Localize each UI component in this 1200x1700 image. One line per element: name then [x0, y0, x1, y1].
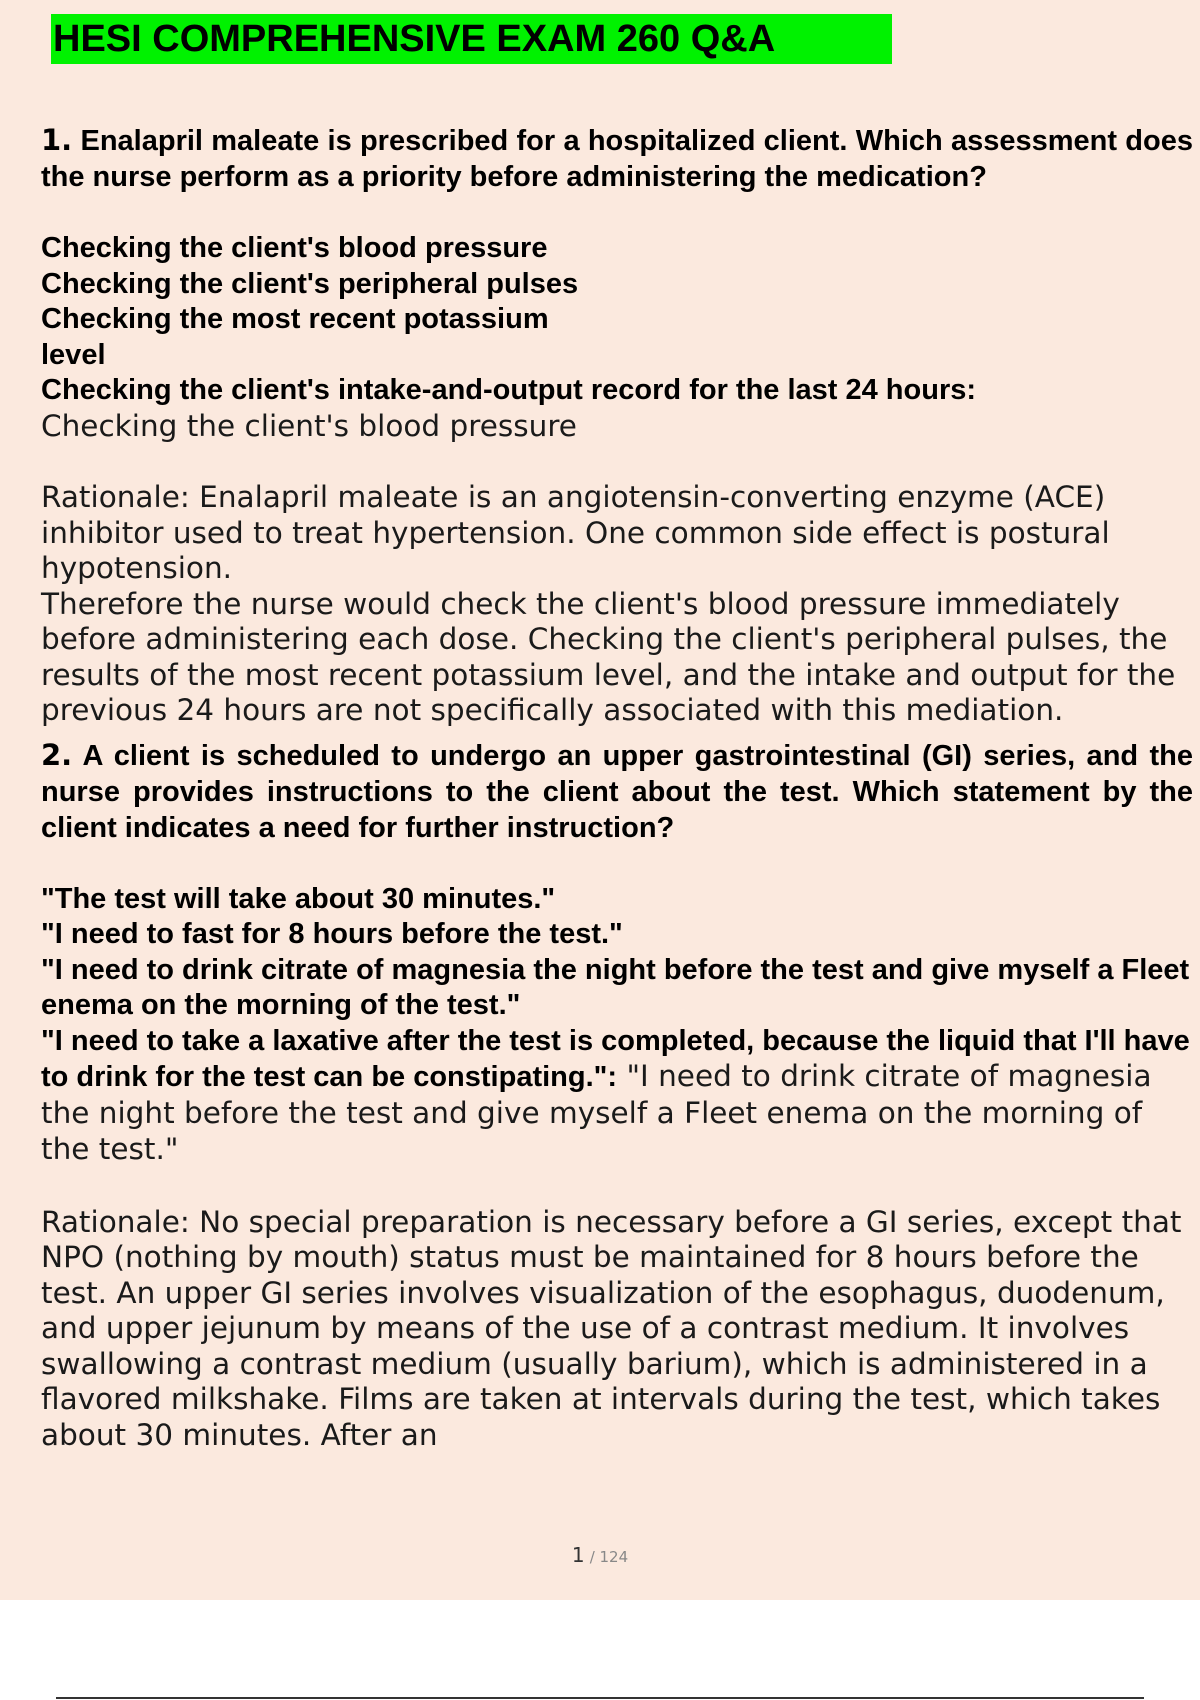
question-1-options: [41, 231, 1193, 444]
question-1-stem: [41, 122, 1193, 195]
document-content: [41, 122, 1193, 1453]
option-item: Checking the most recent potassium: [41, 303, 549, 335]
option-item: Checking the client's blood pressure: [41, 232, 548, 264]
question-1-rationale: [41, 480, 1193, 729]
question-number: 2.: [41, 737, 73, 772]
question-text: Enalapril maleate is prescribed for a hospitalized client. Which assessment does the nurse perform as a priority before administering the medication?: [41, 125, 1193, 193]
question-2-stem: [41, 737, 1193, 846]
option-item: Checking the client's intake-and-output record for the last 24 hours:: [41, 374, 977, 406]
rationale-paragraph: Rationale: Enalapril maleate is an angiotensin-converting enzyme (ACE) inhibitor used to treat hypertension. One common side effect is postural hypotension.: [41, 480, 1110, 585]
option-item-with-answer: [41, 1024, 1193, 1169]
question-2-options: [41, 882, 1193, 1169]
question-number: 1.: [41, 123, 73, 157]
page-divider: [56, 1697, 1144, 1699]
question-2-rationale: [41, 1205, 1193, 1454]
total-pages: / 124: [589, 1548, 629, 1566]
document-title: HESI COMPREHENSIVE EXAM 260 Q&A: [51, 14, 892, 64]
option-item: Checking the client's peripheral pulses: [41, 267, 579, 300]
correct-answer: "I need to drink citrate of magnesia the night before the test and give myself a Fleet enema on the morning of the test.": [41, 1059, 1152, 1166]
page-number: [0, 1543, 1200, 1567]
option-text: "I need to take a laxative after the test is completed, because the liquid that I'll have to drink for the test can be constipating.":: [41, 1024, 1190, 1093]
question-text: A client is scheduled to undergo an upper gastrointestinal (GI) series, and the nurse provides instructions to the client about the test. Which statement by the client indicates a need for further instruction?: [41, 739, 1194, 844]
current-page: 1: [571, 1543, 585, 1567]
option-item: "I need to fast for 8 hours before the test.": [41, 918, 623, 950]
option-item: "The test will take about 30 minutes.": [41, 882, 556, 915]
correct-answer: Checking the client's blood pressure: [41, 408, 577, 443]
rationale-paragraph: Therefore the nurse would check the client's blood pressure immediately before administering each dose. Checking the client's peripheral pulses, the results of the most recent potassium level, and the intake and output for the previous 24 hours are not specifically associated with this mediation.: [41, 586, 1176, 727]
option-item: level: [41, 338, 106, 371]
rationale-paragraph: Rationale: No special preparation is necessary before a GI series, except that NPO (nothing by mouth) status must be maintained for 8 hours before the test. An upper GI series involves visualization of the esophagus, duodenum, and upper jejunum by means of the use of a contrast medium. It involves swallowing a contrast medium (usually barium), which is administered in a flavored milkshake. Films are taken at intervals during the test, which takes about 30 minutes. After an: [41, 1204, 1182, 1452]
option-item: "I need to drink citrate of magnesia the night before the test and give myself a Fleet enema on the morning of the test.": [41, 953, 1190, 1021]
